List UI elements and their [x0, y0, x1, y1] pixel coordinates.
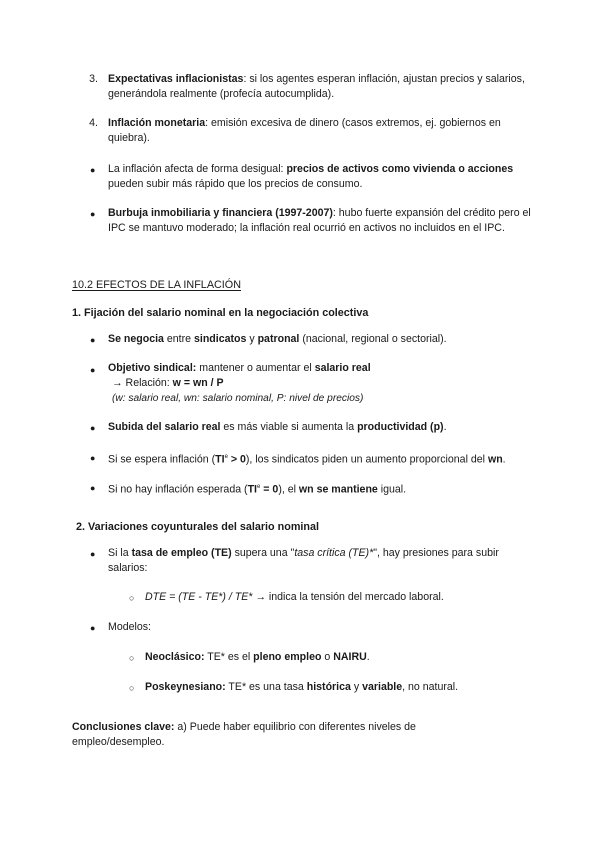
- text: entre: [163, 333, 194, 345]
- formula: DTE = (TE - TE*) / TE*: [145, 591, 253, 603]
- text: supera una ": [231, 547, 295, 559]
- text: (nacional, regional o sectorial).: [299, 333, 447, 345]
- strong-text: Neoclásico:: [145, 651, 205, 663]
- text: : hubo fuerte expansión del crédito pero el IPC se mantuvo moderado; la inflación real ocurrió en activos no incluidos en el IPC.: [108, 207, 531, 234]
- conclusion-label: Conclusiones clave:: [72, 721, 175, 733]
- list-number: 3.: [89, 73, 98, 85]
- strong-text: TI: [247, 483, 257, 496]
- strong-text: patronal: [257, 333, 300, 345]
- bullet-dot: ●: [90, 483, 96, 493]
- strong-text: NAIRU: [333, 651, 367, 663]
- strong-text: pleno empleo: [253, 651, 322, 663]
- bullet-circle: ○: [129, 593, 135, 603]
- text: ", hay presiones para subir salarios:: [108, 547, 499, 574]
- text: Si se espera inflación (: [108, 453, 216, 466]
- formula: w = wn / P: [172, 377, 224, 389]
- text: TE* es una tasa: [225, 681, 307, 693]
- text: → indica la tensión del mercado laboral.: [252, 591, 444, 603]
- strong-text: > 0: [227, 453, 246, 466]
- bullet-modelos: Modelos:: [108, 621, 151, 633]
- text: Si no hay inflación esperada (: [108, 483, 248, 496]
- text: , no natural.: [402, 681, 459, 693]
- bullet-subida: [108, 420, 533, 435]
- text: mantener o aumentar el: [196, 362, 315, 374]
- strong-text: wn se mantiene: [298, 483, 378, 496]
- term: Inflación monetaria: [108, 117, 206, 129]
- subsection-title: 2. Variaciones coyunturales del salario nominal: [76, 521, 320, 533]
- subsection-title: 1. Fijación del salario nominal en la negociación colectiva: [72, 307, 369, 319]
- strong-text: Subida del salario real: [108, 421, 221, 433]
- bullet-dot: ●: [90, 209, 96, 219]
- bullet-dot: ●: [90, 335, 96, 345]
- bullet-circle: ○: [129, 683, 135, 693]
- bullet-dot: ●: [90, 549, 96, 559]
- strong-text: wn: [487, 453, 503, 466]
- text: igual.: [377, 483, 407, 496]
- relation-label: → Relación:: [112, 377, 173, 389]
- strong-text: = 0: [260, 483, 279, 496]
- text: : si los agentes esperan inflación, ajustan precios y salarios, generándola realmente (profecía autocumplida).: [108, 73, 525, 100]
- text: o: [321, 651, 334, 663]
- bullet-dot: ●: [90, 365, 96, 375]
- bullet-no-inflacion: [108, 480, 533, 498]
- text: ), los sindicatos piden un aumento proporcional del: [245, 453, 488, 466]
- text: .: [502, 453, 506, 466]
- strong-text: histórica: [306, 681, 351, 693]
- strong-text: sindicatos: [193, 333, 247, 345]
- list-item-monetaria: [108, 116, 533, 146]
- strong-text: variable: [362, 681, 403, 693]
- strong-text: precios de activos como vivienda o acciones: [286, 163, 514, 175]
- bullet-dte: [145, 590, 535, 605]
- bullet-espera-inflacion: [108, 450, 533, 468]
- bullet-negocia: [108, 332, 533, 347]
- bullet-dot: ●: [90, 423, 96, 433]
- text: y: [246, 333, 258, 345]
- bullet-activos: [108, 162, 533, 192]
- strong-text: Poskeynesiano:: [145, 681, 226, 693]
- bullet-burbuja: [108, 206, 533, 236]
- superscript: e: [224, 454, 228, 460]
- bullet-circle: ○: [129, 653, 135, 663]
- text: pueden subir más rápido que los precios de consumo.: [108, 178, 363, 190]
- bullet-dot: ●: [90, 453, 96, 463]
- bullet-tasa-empleo: [108, 546, 533, 576]
- text: ), el: [278, 483, 299, 496]
- bullet-objetivo: [108, 361, 533, 406]
- text: TE* es el: [204, 651, 254, 663]
- list-number: 4.: [89, 117, 98, 129]
- bullet-dot: ●: [90, 623, 96, 633]
- conclusion-text: a) Puede haber equilibrio con diferentes niveles de empleo/desempleo.: [72, 721, 416, 748]
- strong-text: tasa de empleo (TE): [131, 547, 232, 559]
- bullet-neoclasico: [145, 650, 535, 665]
- strong-text: TI: [215, 453, 225, 466]
- strong-text: Objetivo sindical:: [108, 362, 197, 374]
- strong-text: Burbuja inmobiliaria y financiera (1997-2007): [108, 207, 333, 219]
- text: La inflación afecta de forma desigual:: [108, 163, 287, 175]
- strong-text: salario real: [314, 362, 371, 374]
- text: : emisión excesiva de dinero (casos extremos, ej. gobiernos en quiebra).: [108, 117, 501, 144]
- section-heading: 10.2 EFECTOS DE LA INFLACIÓN: [72, 279, 242, 291]
- formula-note: (w: salario real, wn: salario nominal, P: nivel de precios): [112, 393, 364, 404]
- bullet-dot: ●: [90, 165, 96, 175]
- text: .: [366, 651, 370, 663]
- bullet-poskeynesiano: [145, 680, 535, 695]
- italic-text: tasa crítica (TE)*: [294, 547, 374, 559]
- superscript: e: [257, 484, 261, 490]
- strong-text: productividad (p): [357, 421, 444, 433]
- strong-text: Se negocia: [108, 333, 164, 345]
- text: es más viable si aumenta la: [220, 421, 358, 433]
- conclusion: [72, 720, 462, 750]
- list-item-expectativas: [108, 72, 533, 102]
- text: y: [350, 681, 363, 693]
- term: Expectativas inflacionistas: [108, 73, 244, 85]
- text: Si la: [108, 547, 132, 559]
- text: .: [443, 421, 447, 433]
